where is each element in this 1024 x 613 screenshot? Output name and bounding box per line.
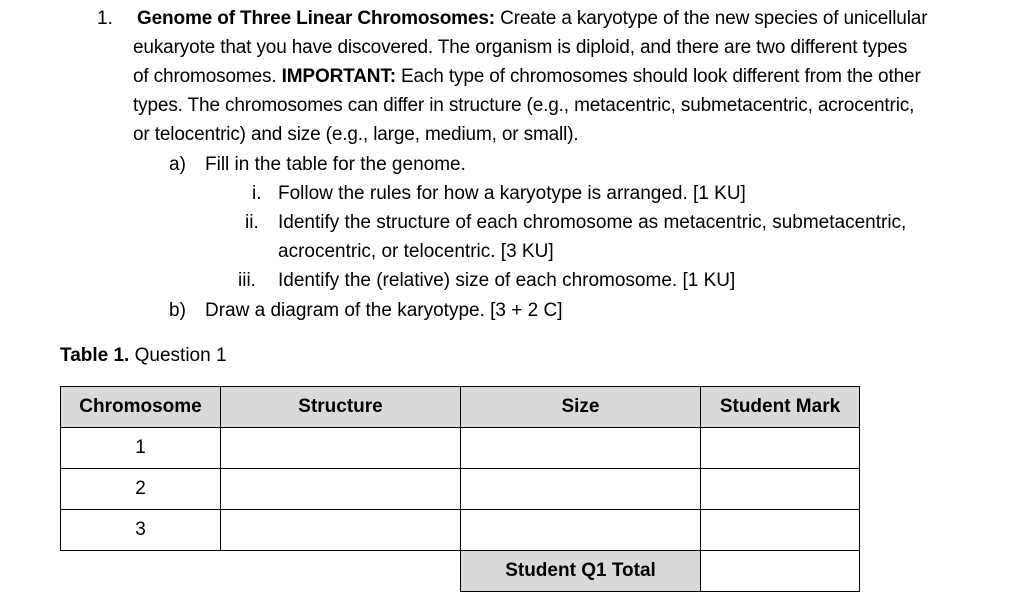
part-a-item-iii-num: iii. (238, 270, 256, 291)
structure-cell[interactable] (221, 469, 461, 510)
header-size: Size (461, 387, 701, 428)
part-a-item-i-text: Follow the rules for how a karyotype is arranged. [1 KU] (278, 183, 746, 204)
part-a-item-ii-text: Identify the structure of each chromosome as metacentric, submetacentric, (278, 212, 907, 233)
question-line-1 (137, 8, 927, 30)
size-cell[interactable] (461, 469, 701, 510)
part-a-item-ii-text-2: acrocentric, or telocentric. [3 KU] (278, 241, 554, 262)
question-line-4: types. The chromosomes can differ in structure (e.g., metacentric, submetacentric, acrocentric, (133, 95, 915, 116)
question-line-3-start: of chromosomes. (133, 66, 277, 87)
table-caption-label: Table 1. (60, 345, 130, 366)
question-line-3 (133, 66, 921, 88)
chromosome-cell: 3 (61, 510, 221, 551)
header-chromosome: Chromosome (61, 387, 221, 428)
part-b-text: Draw a diagram of the karyotype. [3 + 2 C] (205, 300, 563, 321)
empty-cell (61, 551, 221, 592)
important-text: Each type of chromosomes should look different from the other (395, 66, 921, 87)
table-caption (60, 345, 227, 367)
chromosome-cell: 1 (61, 428, 221, 469)
part-a-item-i-num: i. (252, 183, 262, 204)
question-title: Genome of Three Linear Chromosomes: (137, 8, 495, 29)
header-structure: Structure (221, 387, 461, 428)
size-cell[interactable] (461, 510, 701, 551)
structure-cell[interactable] (221, 510, 461, 551)
total-value-cell[interactable] (701, 551, 860, 592)
structure-cell[interactable] (221, 428, 461, 469)
part-a-label: a) (169, 154, 186, 175)
table-row (61, 510, 860, 551)
total-label: Student Q1 Total (461, 551, 701, 592)
part-b-label: b) (169, 300, 186, 321)
mark-cell[interactable] (701, 469, 860, 510)
important-label: IMPORTANT: (281, 66, 396, 87)
part-a-item-iii-text: Identify the (relative) size of each chromosome. [1 KU] (278, 270, 736, 291)
part-a-text: Fill in the table for the genome. (205, 154, 466, 175)
karyotype-table (60, 386, 860, 592)
mark-cell[interactable] (701, 510, 860, 551)
question-intro: Create a karyotype of the new species of unicellular (494, 8, 928, 29)
table-total-row (61, 551, 860, 592)
mark-cell[interactable] (701, 428, 860, 469)
size-cell[interactable] (461, 428, 701, 469)
question-number: 1. (97, 8, 113, 29)
table-caption-text: Question 1 (129, 345, 227, 366)
empty-cell (221, 551, 461, 592)
question-line-2: eukaryote that you have discovered. The organism is diploid, and there are two different types (133, 37, 908, 58)
table-row (61, 469, 860, 510)
table-header-row (61, 387, 860, 428)
part-a-item-ii-num: ii. (245, 212, 259, 233)
question-line-5: or telocentric) and size (e.g., large, medium, or small). (133, 124, 579, 145)
header-student-mark: Student Mark (701, 387, 860, 428)
table-row (61, 428, 860, 469)
chromosome-cell: 2 (61, 469, 221, 510)
